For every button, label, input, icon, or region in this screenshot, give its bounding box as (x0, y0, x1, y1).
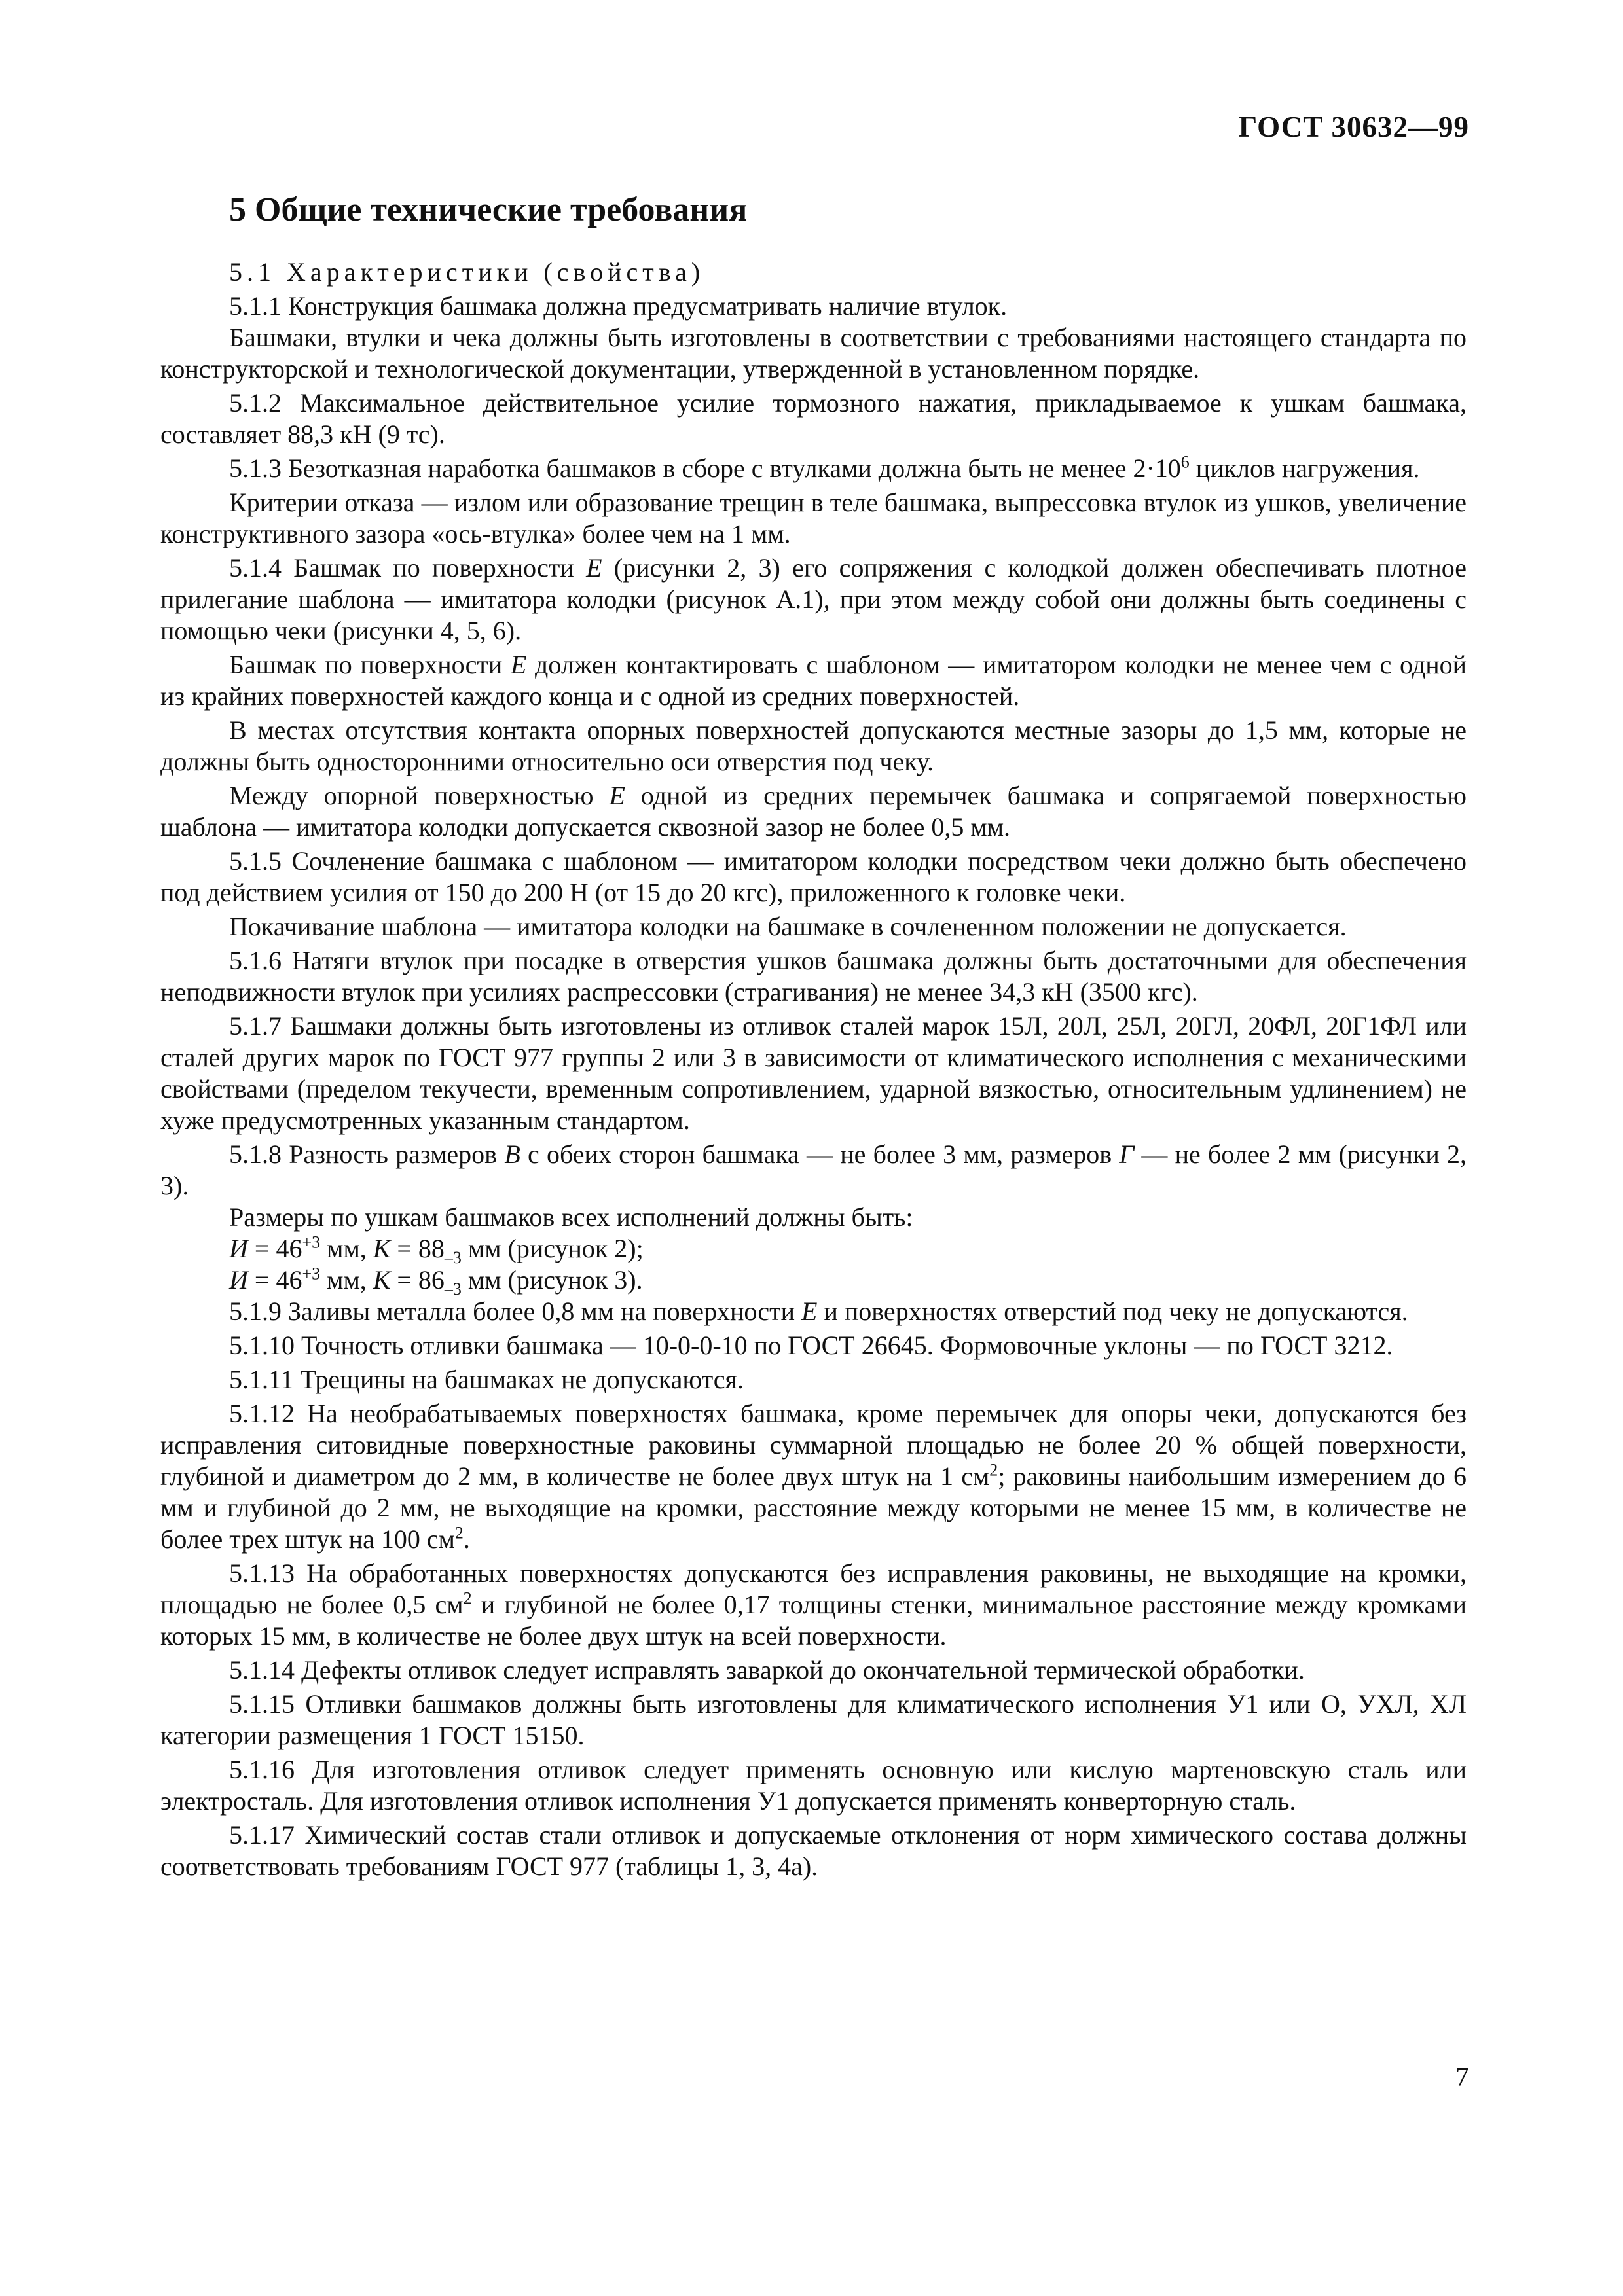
paragraph-5-1-8: 5.1.8 Разность размеров В с обеих сторон башмака — не более 3 мм, размеров Г — не более 2 мм (рисунки 2, 3). (160, 1139, 1467, 1201)
paragraph-5-1-17: 5.1.17 Химический состав стали отливок и допускаемые отклонения от норм химического состава должны соответствовать требованиям ГОСТ 977 (таблицы 1, 3, 4а). (160, 1820, 1467, 1882)
paragraph-5-1-8b: Размеры по ушкам башмаков всех исполнений должны быть: (229, 1202, 913, 1232)
paragraph-5-1-4b: Башмак по поверхности Е должен контактировать с шаблоном — имитатором колодки не менее чем с одной из крайних поверхностей каждого конца и с одной из средних поверхностей. (160, 650, 1467, 711)
subsection-heading: 5.1 Характеристики (свойства) (229, 257, 705, 287)
paragraph-5-1-2: 5.1.2 Максимальное действительное усилие тормозного нажатия, прикладываемое к ушкам башмака, составляет 88,3 кН (9 тс). (160, 388, 1467, 450)
paragraph-5-1-4c: В местах отсутствия контакта опорных поверхностей допускаются местные зазоры до 1,5 мм, которые не должны быть односторонними относительно оси отверстия под чеку. (160, 715, 1467, 777)
paragraph-5-1-14: 5.1.14 Дефекты отливок следует исправлять заваркой до окончательной термической обработки. (229, 1655, 1305, 1685)
paragraph-5-1-15: 5.1.15 Отливки башмаков должны быть изготовлены для климатического исполнения У1 или О, УХЛ, ХЛ категории размещения 1 ГОСТ 15150. (160, 1689, 1467, 1751)
page-number: 7 (1455, 2062, 1469, 2092)
formula-figure-2: $И = 46^{+3}$ мм, $К = 88_{-3}$ мм (рисунок 2); (229, 1233, 644, 1268)
paragraph-5-1-5: 5.1.5 Сочленение башмака с шаблоном — имитатором колодки посредством чеки должно быть обеспечено под действием усилия от 150 до 200 Н (от 15 до 20 кгс), приложенного к головке чеки. (160, 846, 1467, 908)
paragraph-5-1-3c: Критерии отказа — излом или образование трещин в теле башмака, выпрессовка втулок из ушков, увеличение конструктивного зазора «ось-втулка» более чем на 1 мм. (160, 488, 1467, 549)
paragraph-5-1-16: 5.1.16 Для изготовления отливок следует применять основную или кислую мартеновскую сталь или электросталь. Для изготовления отливок исполнения У1 допускается применять конверторную сталь. (160, 1755, 1467, 1816)
paragraph-5-1-9: 5.1.9 Заливы металла более 0,8 мм на поверхности Е и поверхностях отверстий под чеку не допускаются. (229, 1297, 1408, 1327)
paragraph-5-1-7: 5.1.7 Башмаки должны быть изготовлены из отливок сталей марок 15Л, 20Л, 25Л, 20ГЛ, 20ФЛ, 20Г1ФЛ или сталей других марок по ГОСТ 977 группы 2 или 3 в зависимости от климатического исполнения с механическими свойствами (пределом текучести, временным сопротивлением, ударной вязкостью, относительным удлинением) не хуже предусмотренных указанным стандартом. (160, 1011, 1467, 1136)
paragraph-5-1-5b: Покачивание шаблона — имитатора колодки на башмаке в сочлененном положении не допускается. (229, 912, 1347, 942)
paragraph-5-1-3: 5.1.3 Безотказная наработка башмаков в сборе с втулками должна быть не менее $2\cdot 10^6$ циклов нагружения. (229, 453, 1420, 484)
paragraph-5-1-4: 5.1.4 Башмак по поверхности Е (рисунки 2, 3) его сопряжения с колодкой должен обеспечивать плотное прилегание шаблона — имитатора колодки (рисунок А.1), при этом между собой они должны быть соединены с помощью чеки (рисунки 4, 5, 6). (160, 553, 1467, 646)
document-code-header: ГОСТ 30632—99 (1238, 111, 1469, 143)
paragraph-5-1-13: 5.1.13 На обработанных поверхностях допускаются без исправления раковины, не выходящие на кромки, площадью не более 0,5 $см^2$ и глубиной не более 0,17 толщины стенки, минимальное расстояние между кромками которых 15 мм, в количестве не более двух штук на всей поверхности. (160, 1558, 1467, 1651)
paragraph-5-1-12: 5.1.12 На необрабатываемых поверхностях башмака, кроме перемычек для опоры чеки, допускаются без исправления ситовидные поверхностные раковины суммарной площадью не более 20 % общей поверхности, глубиной и диаметром до 2 мм, в количестве не более двух штук на 1 $см^2$; раковины наибольшим измерением до 6 мм и глубиной до 2 мм, не выходящие на кромки, расстояние между которыми не менее 15 мм, в количестве не более трех штук на 100 $см^2$. (160, 1399, 1467, 1554)
page-body (160, 183, 1467, 1885)
section-title: 5 Общие технические требования (229, 191, 748, 228)
paragraph-5-1-11: 5.1.11 Трещины на башмаках не допускаются. (229, 1365, 744, 1395)
paragraph-5-1-1: 5.1.1 Конструкция башмака должна предусматривать наличие втулок. (229, 291, 1008, 321)
paragraph-5-1-10: 5.1.10 Точность отливки башмака — 10-0-0-10 по ГОСТ 26645. Формовочные уклоны — по ГОСТ 3212. (229, 1331, 1393, 1361)
paragraph-5-1-6: 5.1.6 Натяги втулок при посадке в отверстия ушков башмака должны быть достаточными для обеспечения неподвижности втулок при усилиях распрессовки (страгивания) не менее 34,3 кН (3500 кгс). (160, 946, 1467, 1007)
paragraph-5-1-1b: Башмаки, втулки и чека должны быть изготовлены в соответствии с требованиями настоящего стандарта по конструкторской и технологической документации, утвержденной в установленном порядке. (160, 323, 1467, 384)
paragraph-5-1-4d: Между опорной поверхностью Е одной из средних перемычек башмака и сопрягаемой поверхностью шаблона — имитатора колодки допускается сквозной зазор не более 0,5 мм. (160, 781, 1467, 842)
formula-figure-3: $И = 46^{+3}$ мм, $К = 86_{-3}$ мм (рисунок 3). (229, 1265, 643, 1299)
